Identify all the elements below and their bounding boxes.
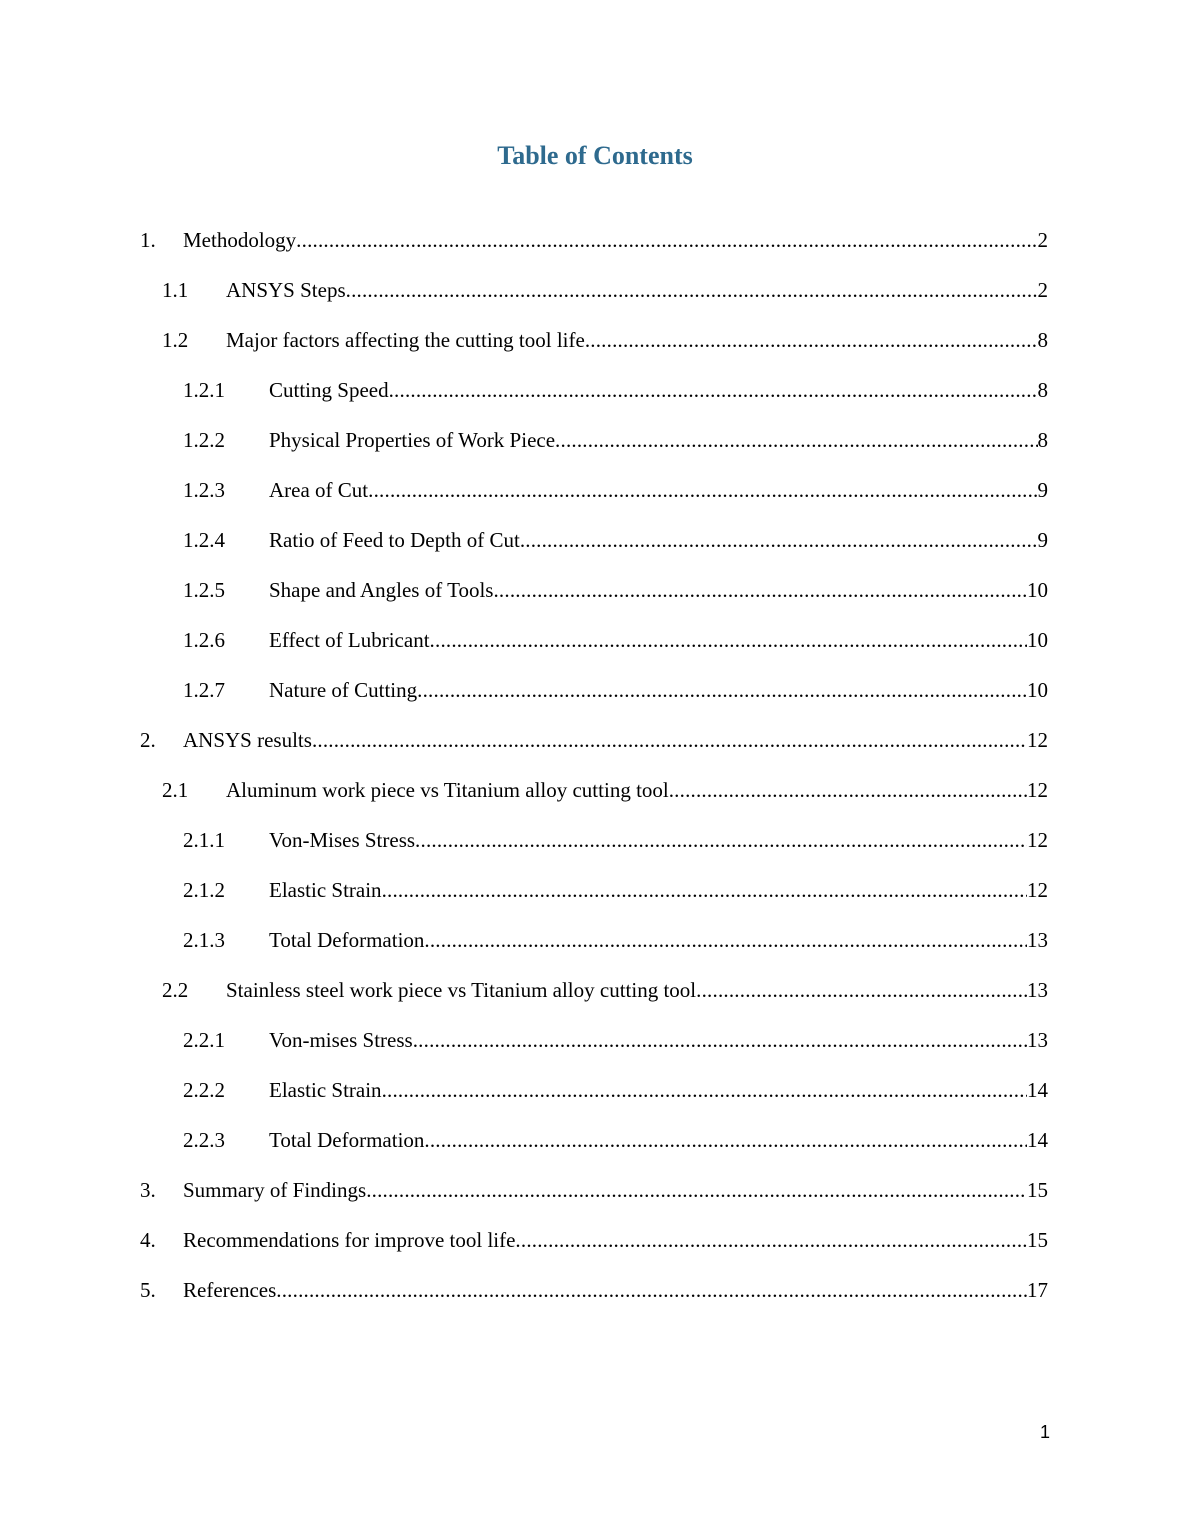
toc-entry-page-number: 12 [1027,878,1048,902]
toc-entry-title[interactable]: Elastic Strain [269,1078,382,1102]
toc-entry-page-number: 13 [1027,1028,1048,1052]
toc-dot-leader [413,1025,1027,1055]
toc-entry-title[interactable]: Elastic Strain [269,878,382,902]
toc-entry-title[interactable]: ANSYS Steps [226,278,346,302]
toc-entry[interactable] [183,1025,1048,1055]
toc-entry-number: 2.1.2 [183,878,225,902]
toc-entry[interactable] [183,525,1048,555]
toc-entry-number: 2.1 [162,778,189,802]
toc-entry[interactable] [162,275,1048,305]
toc-dot-leader [520,525,1038,555]
toc-dot-leader [346,275,1038,305]
toc-entry[interactable] [140,1175,1048,1205]
toc-entry-page-number: 15 [1027,1228,1048,1252]
toc-entry-number: 2.2.2 [183,1078,225,1102]
toc-entry-title[interactable]: Summary of Findings [183,1178,367,1202]
toc-entry-page-number: 10 [1027,628,1048,652]
toc-entry-title[interactable]: Effect of Lubricant [269,628,430,652]
toc-entry[interactable] [183,1075,1048,1105]
toc-entry[interactable] [162,325,1048,355]
footer-page-number: 1 [1039,1422,1050,1442]
toc-entry-page-number: 8 [1037,428,1048,452]
toc-entry-number: 1.2.1 [183,378,225,402]
toc-entry-title[interactable]: Von-Mises Stress [269,828,416,852]
toc-entry[interactable] [183,475,1048,505]
toc-dot-leader [366,1175,1027,1205]
toc-entry-number: 2. [140,728,156,752]
toc-dot-leader [696,975,1027,1005]
toc-entry-title[interactable]: Major factors affecting the cutting tool life [226,328,585,352]
toc-entry-title[interactable]: Shape and Angles of Tools [269,578,494,602]
toc-entry-page-number: 9 [1037,478,1048,502]
toc-entry-page-number: 14 [1027,1128,1048,1152]
toc-entry-number: 1.2.4 [183,528,225,552]
toc-dot-leader [276,1275,1027,1305]
toc-entry[interactable] [140,1225,1048,1255]
toc-entry-number: 5. [140,1278,156,1302]
toc-entry-page-number: 14 [1027,1078,1048,1102]
toc-entry[interactable] [140,225,1048,255]
toc-entry-number: 4. [140,1228,156,1252]
toc-entry-number: 1.2 [162,328,189,352]
toc-entry-page-number: 10 [1027,578,1048,602]
toc-entry-title[interactable]: Area of Cut [269,478,369,502]
toc-entry-title[interactable]: Ratio of Feed to Depth of Cut [269,528,520,552]
toc-entry-number: 1.2.7 [183,678,225,702]
page-title: Table of Contents [497,141,693,170]
toc-entry-page-number: 17 [1027,1278,1048,1302]
toc-entry-number: 1.2.3 [183,478,225,502]
toc-dot-leader [493,575,1027,605]
toc-entry[interactable] [183,675,1048,705]
toc-entry-number: 1.1 [162,278,189,302]
toc-entry[interactable] [140,725,1048,755]
toc-entry-title[interactable]: Recommendations for improve tool life [183,1228,516,1252]
toc-entry-title[interactable]: References [183,1278,277,1302]
toc-entry-number: 2.1.1 [183,828,225,852]
toc-entry[interactable] [183,375,1048,405]
toc-entry[interactable] [183,925,1048,955]
toc-entry-page-number: 8 [1037,328,1048,352]
toc-entry-page-number: 13 [1027,928,1048,952]
toc-dot-leader [669,775,1027,805]
toc-entry-number: 1.2.6 [183,628,225,652]
toc-entry-title[interactable]: Nature of Cutting [269,678,418,702]
toc-dot-leader [555,425,1037,455]
toc-entry-title[interactable]: Stainless steel work piece vs Titanium alloy cutting tool [226,978,697,1002]
toc-entry-page-number: 2 [1037,228,1048,252]
toc-entry-title[interactable]: ANSYS results [183,728,312,752]
toc-entry[interactable] [183,575,1048,605]
toc-entry-number: 2.2.1 [183,1028,225,1052]
toc-dot-leader [415,825,1027,855]
toc-entry-number: 2.1.3 [183,928,225,952]
toc-entry-page-number: 12 [1027,778,1048,802]
toc-dot-leader [382,1075,1027,1105]
toc-dot-leader [368,475,1037,505]
toc-dot-leader [515,1225,1027,1255]
toc-entry[interactable] [183,875,1048,905]
toc-entry-title[interactable]: Total Deformation [269,928,425,952]
toc-entry-title[interactable]: Physical Properties of Work Piece [269,428,556,452]
toc-dot-leader [296,225,1037,255]
toc-entry[interactable] [183,425,1048,455]
toc-dot-leader [389,375,1038,405]
toc-entry[interactable] [183,1125,1048,1155]
toc-entry[interactable] [183,625,1048,655]
toc-entry-title[interactable]: Total Deformation [269,1128,425,1152]
toc-entry-page-number: 10 [1027,678,1048,702]
toc-entry-page-number: 8 [1037,378,1048,402]
toc-entry-page-number: 12 [1027,728,1048,752]
toc-dot-leader [424,925,1027,955]
toc-dot-leader [424,1125,1027,1155]
toc-entry-title[interactable]: Methodology [183,228,297,252]
toc-entry-number: 2.2 [162,978,189,1002]
toc-entry-page-number: 12 [1027,828,1048,852]
toc-entry-number: 1. [140,228,156,252]
toc-dot-leader [417,675,1027,705]
toc-dot-leader [312,725,1027,755]
toc-dot-leader [382,875,1027,905]
toc-entry-page-number: 13 [1027,978,1048,1002]
toc-entry-number: 1.2.5 [183,578,225,602]
toc-entry-title[interactable]: Cutting Speed [269,378,389,402]
toc-dot-leader [430,625,1027,655]
toc-entry[interactable] [162,775,1048,805]
toc-entry-number: 3. [140,1178,156,1202]
toc-entry-page-number: 9 [1037,528,1048,552]
toc-entry-title[interactable]: Aluminum work piece vs Titanium alloy cutting tool [226,778,669,802]
toc-dot-leader [585,325,1038,355]
toc-entry[interactable] [162,975,1048,1005]
toc-entry[interactable] [183,825,1048,855]
toc-entry-number: 1.2.2 [183,428,225,452]
toc-entry-page-number: 2 [1037,278,1048,302]
toc-entry-page-number: 15 [1027,1178,1048,1202]
toc-entry-number: 2.2.3 [183,1128,225,1152]
toc-entry[interactable] [140,1275,1048,1305]
toc-entry-title[interactable]: Von-mises Stress [269,1028,413,1052]
